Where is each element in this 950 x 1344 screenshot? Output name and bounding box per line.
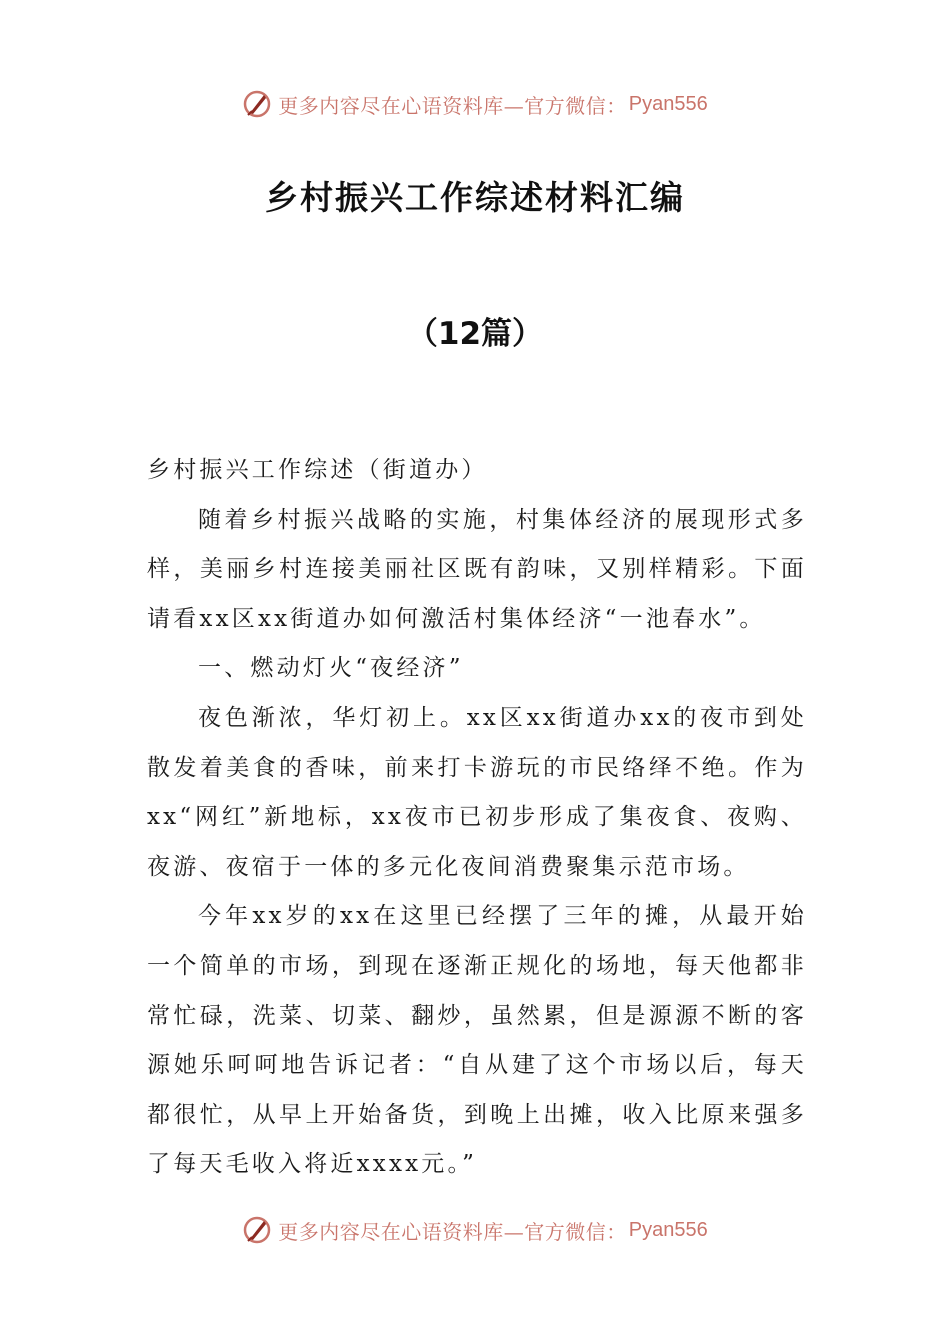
- document-body: [147, 446, 807, 1190]
- banner-wechat-handle: Pyan556: [628, 1218, 708, 1241]
- subsection-heading: 一、燃动灯火“夜经济”: [198, 655, 464, 682]
- banner-text: 更多内容尽在心语资料库—官方微信：: [278, 1219, 627, 1244]
- document-title: 乡村振兴工作综述材料汇编: [265, 178, 685, 217]
- document-subtitle: （12篇）: [406, 316, 544, 352]
- paragraph: 随着乡村振兴战略的实施，村集体经济的展现形式多样，美丽乡村连接美丽社区既有韵味，又别样精彩。下面请看xx区xx街道办如何激活村集体经济“一池春水”。: [147, 506, 807, 632]
- banner-wechat-handle: Pyan556: [628, 92, 708, 115]
- footer-watermark-banner: [0, 1210, 950, 1250]
- section-heading: 乡村振兴工作综述（街道办）: [147, 457, 488, 483]
- quill-logo-icon: [242, 89, 272, 119]
- banner-text: 更多内容尽在心语资料库—官方微信：: [278, 93, 627, 118]
- paragraph: 夜色渐浓，华灯初上。xx区xx街道办xx的夜市到处散发着美食的香味，前来打卡游玩的市民络绎不绝。作为xx“网红”新地标，xx夜市已初步形成了集夜食、夜购、夜游、夜宿于一体的多元化夜间消费聚集示范市场。: [147, 704, 807, 880]
- header-watermark-banner: [0, 84, 950, 124]
- paragraph: 今年xx岁的xx在这里已经摆了三年的摊，从最开始一个简单的市场，到现在逐渐正规化的场地，每天他都非常忙碌，洗菜、切菜、翻炒，虽然累，但是源源不断的客源她乐呵呵地告诉记者：“自从建了这个市场以后，每天都很忙，从早上开始备货，到晚上出摊，收入比原来强多了每天毛收入将近xxxx元。”: [147, 903, 807, 1178]
- quill-logo-icon: [242, 1215, 272, 1245]
